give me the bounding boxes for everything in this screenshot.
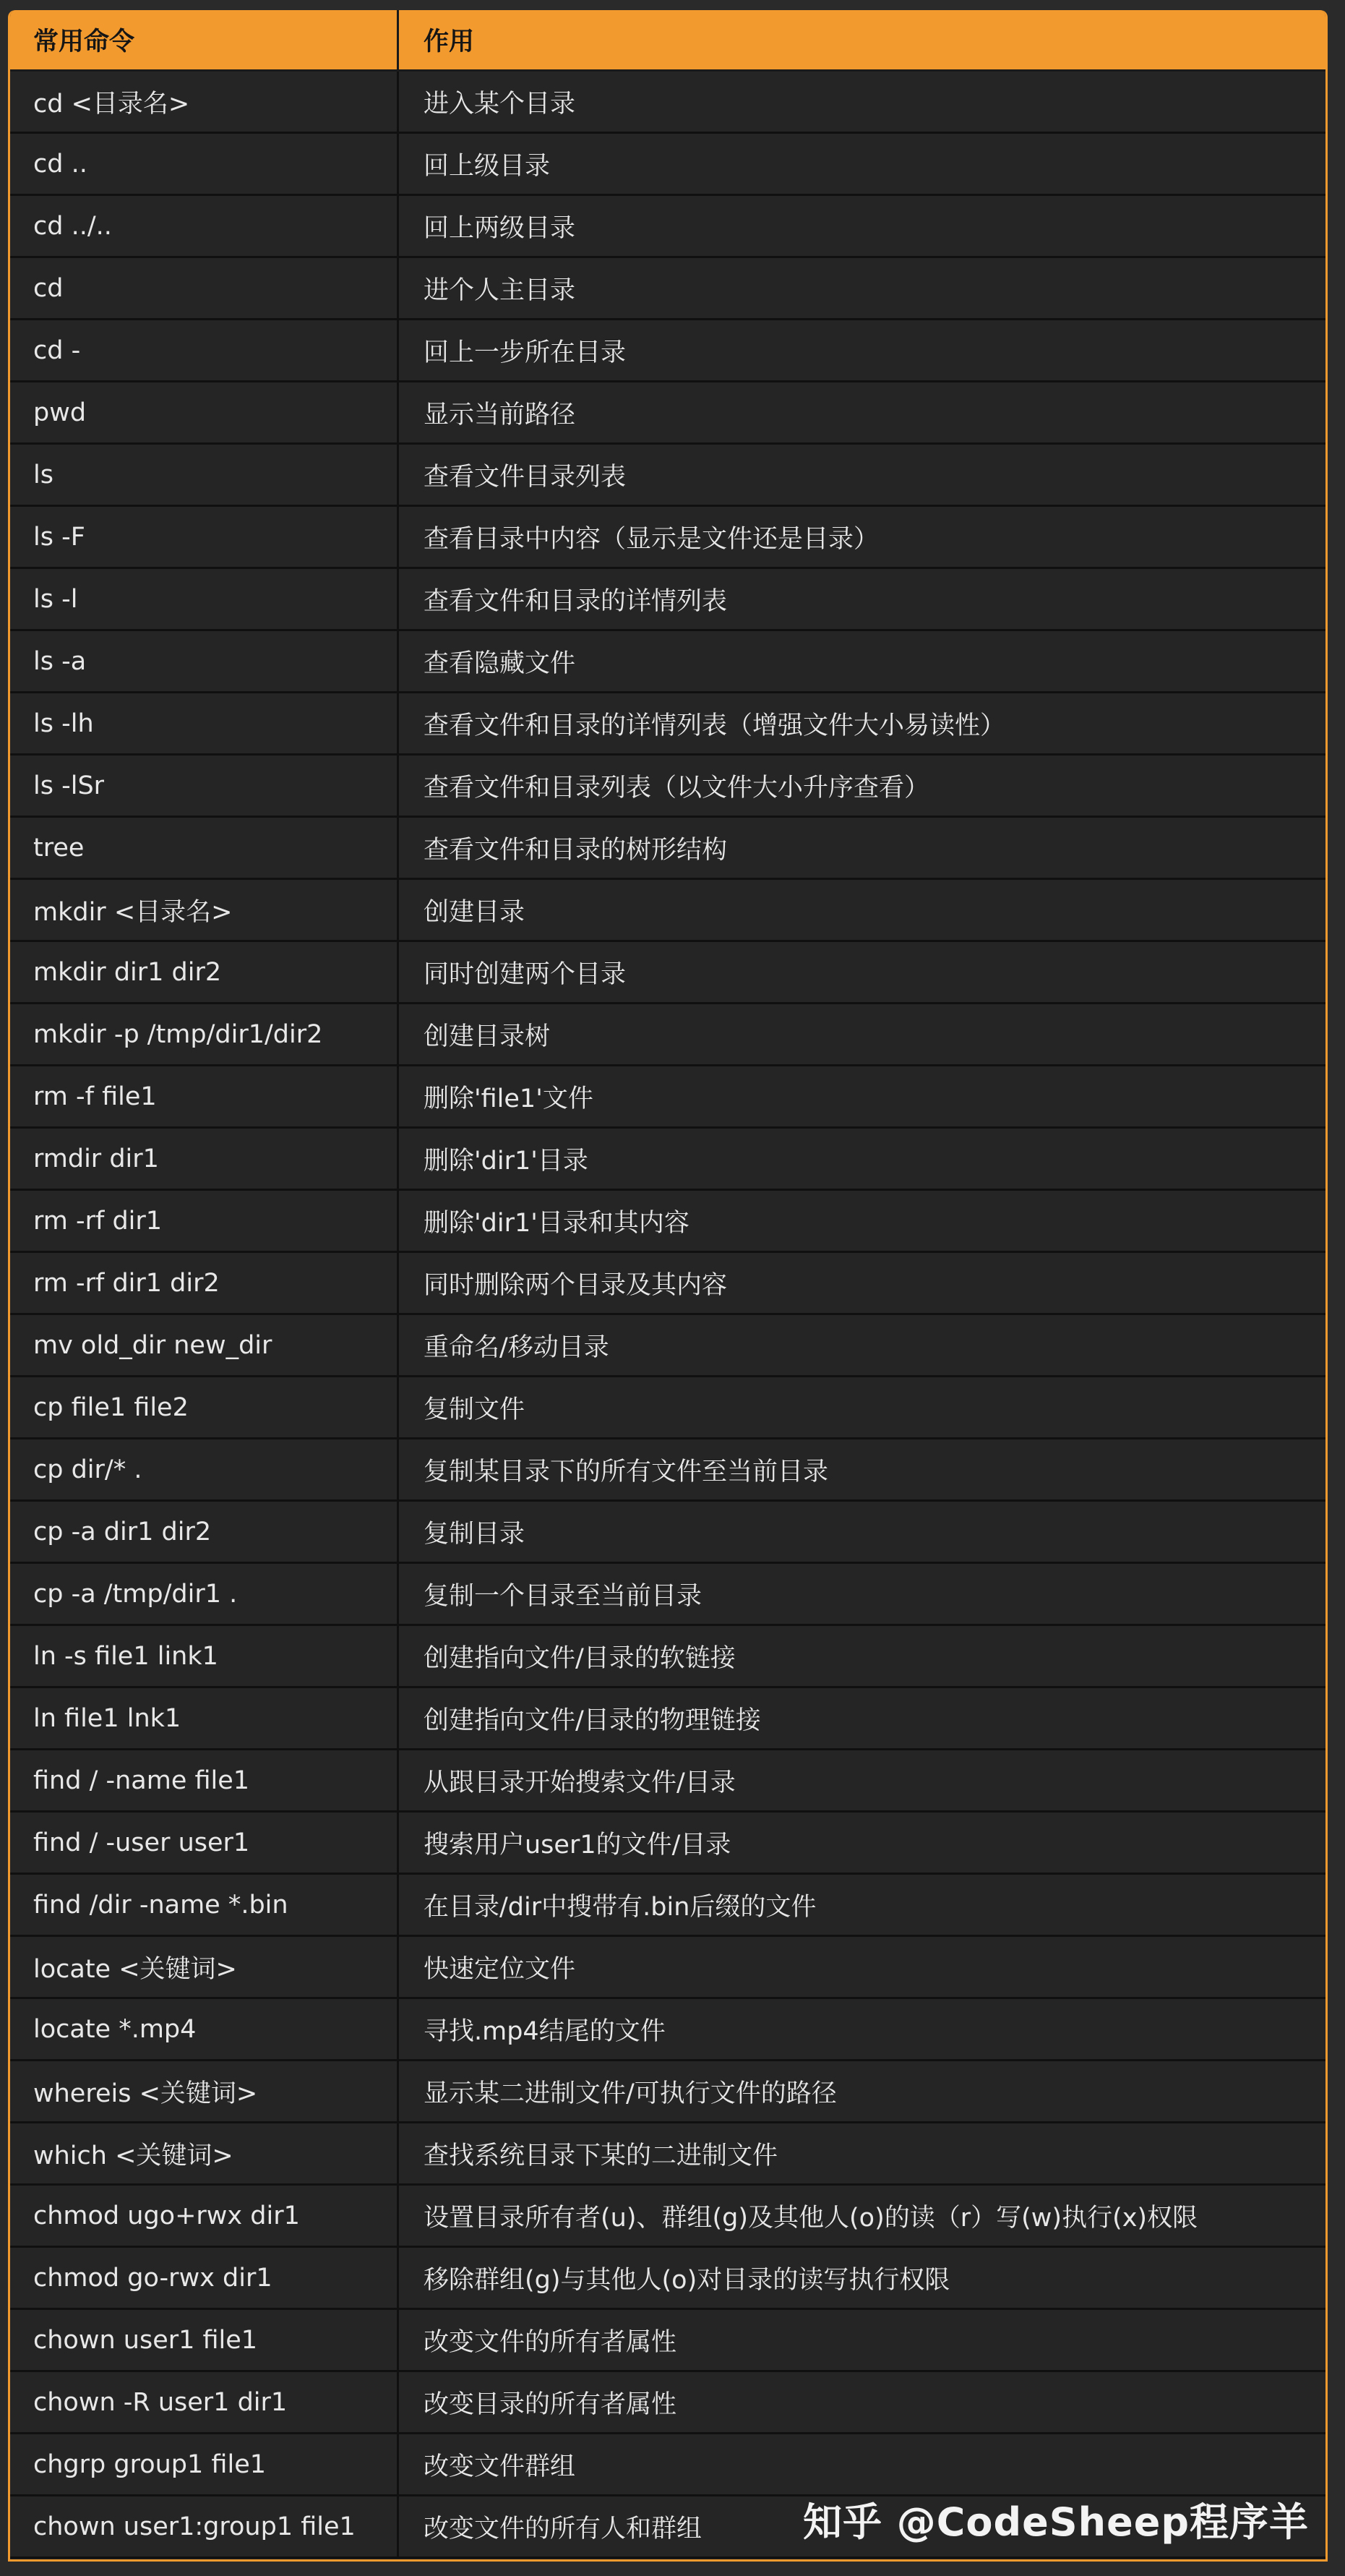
description-cell: 复制目录 xyxy=(424,1519,525,1549)
description-cell: 创建目录树 xyxy=(424,1022,551,1051)
description-cell: 复制文件 xyxy=(424,1395,525,1424)
description-cell: 改变文件的所有者属性 xyxy=(424,2327,677,2357)
table-row xyxy=(10,445,1325,507)
table-row xyxy=(10,1253,1325,1315)
description-cell: 重命名/移动目录 xyxy=(424,1332,609,1362)
table-row xyxy=(10,1999,1325,2061)
description-cell: 改变目录的所有者属性 xyxy=(424,2389,677,2419)
command-cell: ls -l xyxy=(10,569,399,629)
table-row xyxy=(10,2123,1325,2186)
description-cell: 回上两级目录 xyxy=(424,213,576,243)
command-cell: cp file1 file2 xyxy=(10,1377,399,1437)
command-cell: chown user1:group1 file1 xyxy=(10,2496,399,2556)
table-row xyxy=(10,1626,1325,1688)
description-cell: 复制一个目录至当前目录 xyxy=(424,1581,702,1611)
description-cell: 删除'dir1'目录 xyxy=(424,1146,588,1176)
command-cell: locate *.mp4 xyxy=(10,1999,399,2059)
table-row xyxy=(10,1191,1325,1253)
table-row xyxy=(10,631,1325,693)
table-header xyxy=(10,10,1325,72)
table-row xyxy=(10,1875,1325,1937)
description-cell: 同时创建两个目录 xyxy=(424,959,627,989)
description-cell: 查看文件目录列表 xyxy=(424,462,627,492)
description-cell: 回上一步所在目录 xyxy=(424,338,627,367)
table-row xyxy=(10,2248,1325,2310)
description-cell: 创建指向文件/目录的物理链接 xyxy=(424,1706,761,1735)
description-cell: 设置目录所有者(u)、群组(g)及其他人(o)的读（r）写(w)执行(x)权限 xyxy=(424,2203,1198,2233)
command-cell: rm -rf dir1 dir2 xyxy=(10,1253,399,1313)
description-cell: 在目录/dir中搜带有.bin后缀的文件 xyxy=(424,1892,817,1922)
table-row xyxy=(10,693,1325,756)
description-cell: 查找系统目录下某的二进制文件 xyxy=(424,2141,778,2170)
command-cell: ls -F xyxy=(10,507,399,567)
command-cell: ls xyxy=(10,445,399,505)
description-cell: 进入某个目录 xyxy=(424,89,576,119)
description-cell: 同时删除两个目录及其内容 xyxy=(424,1270,728,1300)
table-row xyxy=(10,1377,1325,1439)
description-cell: 查看文件和目录的详情列表 xyxy=(424,586,728,616)
description-cell: 回上级目录 xyxy=(424,151,551,181)
command-cell: mkdir dir1 dir2 xyxy=(10,942,399,1002)
description-cell: 复制某目录下的所有文件至当前目录 xyxy=(424,1457,829,1486)
command-cell: chgrp group1 file1 xyxy=(10,2434,399,2494)
table-row xyxy=(10,1813,1325,1875)
command-cell: find / -name file1 xyxy=(10,1750,399,1810)
command-cell: ls -lSr xyxy=(10,756,399,816)
table-row xyxy=(10,818,1325,880)
command-cell: cd - xyxy=(10,320,399,380)
table-row xyxy=(10,2186,1325,2248)
command-cell: cd ../.. xyxy=(10,196,399,256)
table-row xyxy=(10,1315,1325,1377)
table-row xyxy=(10,942,1325,1004)
description-cell: 移除群组(g)与其他人(o)对目录的读写执行权限 xyxy=(424,2265,950,2295)
command-cell: ln -s file1 link1 xyxy=(10,1626,399,1686)
table-row xyxy=(10,2061,1325,2123)
command-cell: mv old_dir new_dir xyxy=(10,1315,399,1375)
table-row xyxy=(10,1688,1325,1750)
description-cell: 查看文件和目录列表（以文件大小升序查看） xyxy=(424,773,930,803)
command-cell: ls -lh xyxy=(10,693,399,753)
table-row xyxy=(10,1750,1325,1813)
table-row xyxy=(10,1129,1325,1191)
description-cell: 创建指向文件/目录的软链接 xyxy=(424,1643,736,1673)
description-cell: 查看隐藏文件 xyxy=(424,649,576,678)
description-cell: 查看目录中内容（显示是文件还是目录） xyxy=(424,524,880,554)
table-row xyxy=(10,382,1325,445)
table-row xyxy=(10,258,1325,320)
table-row xyxy=(10,756,1325,818)
command-cell: pwd xyxy=(10,382,399,442)
description-cell: 查看文件和目录的树形结构 xyxy=(424,835,728,865)
table-row xyxy=(10,1066,1325,1129)
header-command: 常用命令 xyxy=(10,10,399,69)
table-row xyxy=(10,72,1325,134)
description-cell: 从跟目录开始搜索文件/目录 xyxy=(424,1768,736,1797)
description-cell: 快速定位文件 xyxy=(424,1954,576,1984)
command-cell: cp -a /tmp/dir1 . xyxy=(10,1564,399,1624)
table-row xyxy=(10,1564,1325,1626)
description-cell: 删除'file1'文件 xyxy=(424,1084,593,1113)
command-cell: chown user1 file1 xyxy=(10,2310,399,2370)
table-row xyxy=(10,320,1325,382)
description-cell: 显示某二进制文件/可执行文件的路径 xyxy=(424,2079,837,2108)
table-body xyxy=(10,72,1325,2559)
description-cell: 查看文件和目录的详情列表（增强文件大小易读性） xyxy=(424,711,1006,740)
table-row xyxy=(10,196,1325,258)
command-cell: chmod go-rwx dir1 xyxy=(10,2248,399,2308)
command-cell: rmdir dir1 xyxy=(10,1129,399,1189)
command-cell: chmod ugo+rwx dir1 xyxy=(10,2186,399,2246)
command-cell: find / -user user1 xyxy=(10,1813,399,1873)
table-row xyxy=(10,1502,1325,1564)
description-cell: 改变文件群组 xyxy=(424,2452,576,2481)
description-cell: 进个人主目录 xyxy=(424,275,576,305)
description-cell: 搜索用户user1的文件/目录 xyxy=(424,1830,731,1860)
command-cell: cd .. xyxy=(10,134,399,194)
command-cell: find /dir -name *.bin xyxy=(10,1875,399,1935)
command-cell: tree xyxy=(10,818,399,878)
table-row xyxy=(10,880,1325,942)
header-purpose: 作用 xyxy=(424,27,475,56)
command-cell: rm -f file1 xyxy=(10,1066,399,1126)
command-cell: cp dir/* . xyxy=(10,1439,399,1499)
table-row xyxy=(10,2372,1325,2434)
command-cell: ln file1 lnk1 xyxy=(10,1688,399,1748)
description-cell: 创建目录 xyxy=(424,897,525,927)
command-cell: rm -rf dir1 xyxy=(10,1191,399,1251)
description-cell: 删除'dir1'目录和其内容 xyxy=(424,1208,689,1238)
description-cell: 显示当前路径 xyxy=(424,400,576,429)
command-cell: ls -a xyxy=(10,631,399,691)
table-row xyxy=(10,2310,1325,2372)
command-cell: whereis <关键词> xyxy=(10,2061,399,2121)
table-row xyxy=(10,1004,1325,1066)
command-cell: cd xyxy=(10,258,399,318)
table-row xyxy=(10,507,1325,569)
command-cell: locate <关键词> xyxy=(10,1937,399,1997)
command-cell: chown -R user1 dir1 xyxy=(10,2372,399,2432)
table-row xyxy=(10,134,1325,196)
table-row xyxy=(10,2434,1325,2496)
description-cell: 改变文件的所有人和群组 xyxy=(424,2514,702,2543)
command-cell: cd <目录名> xyxy=(10,72,399,132)
table-row xyxy=(10,569,1325,631)
command-cell: mkdir -p /tmp/dir1/dir2 xyxy=(10,1004,399,1064)
command-cell: mkdir <目录名> xyxy=(10,880,399,940)
watermark: 知乎 @CodeSheep程序羊 xyxy=(802,2499,1309,2545)
table-row xyxy=(10,1937,1325,1999)
command-cell: which <关键词> xyxy=(10,2123,399,2183)
command-cell: cp -a dir1 dir2 xyxy=(10,1502,399,1562)
description-cell: 寻找.mp4结尾的文件 xyxy=(424,2016,666,2046)
command-table xyxy=(8,10,1328,2562)
table-row xyxy=(10,1439,1325,1502)
